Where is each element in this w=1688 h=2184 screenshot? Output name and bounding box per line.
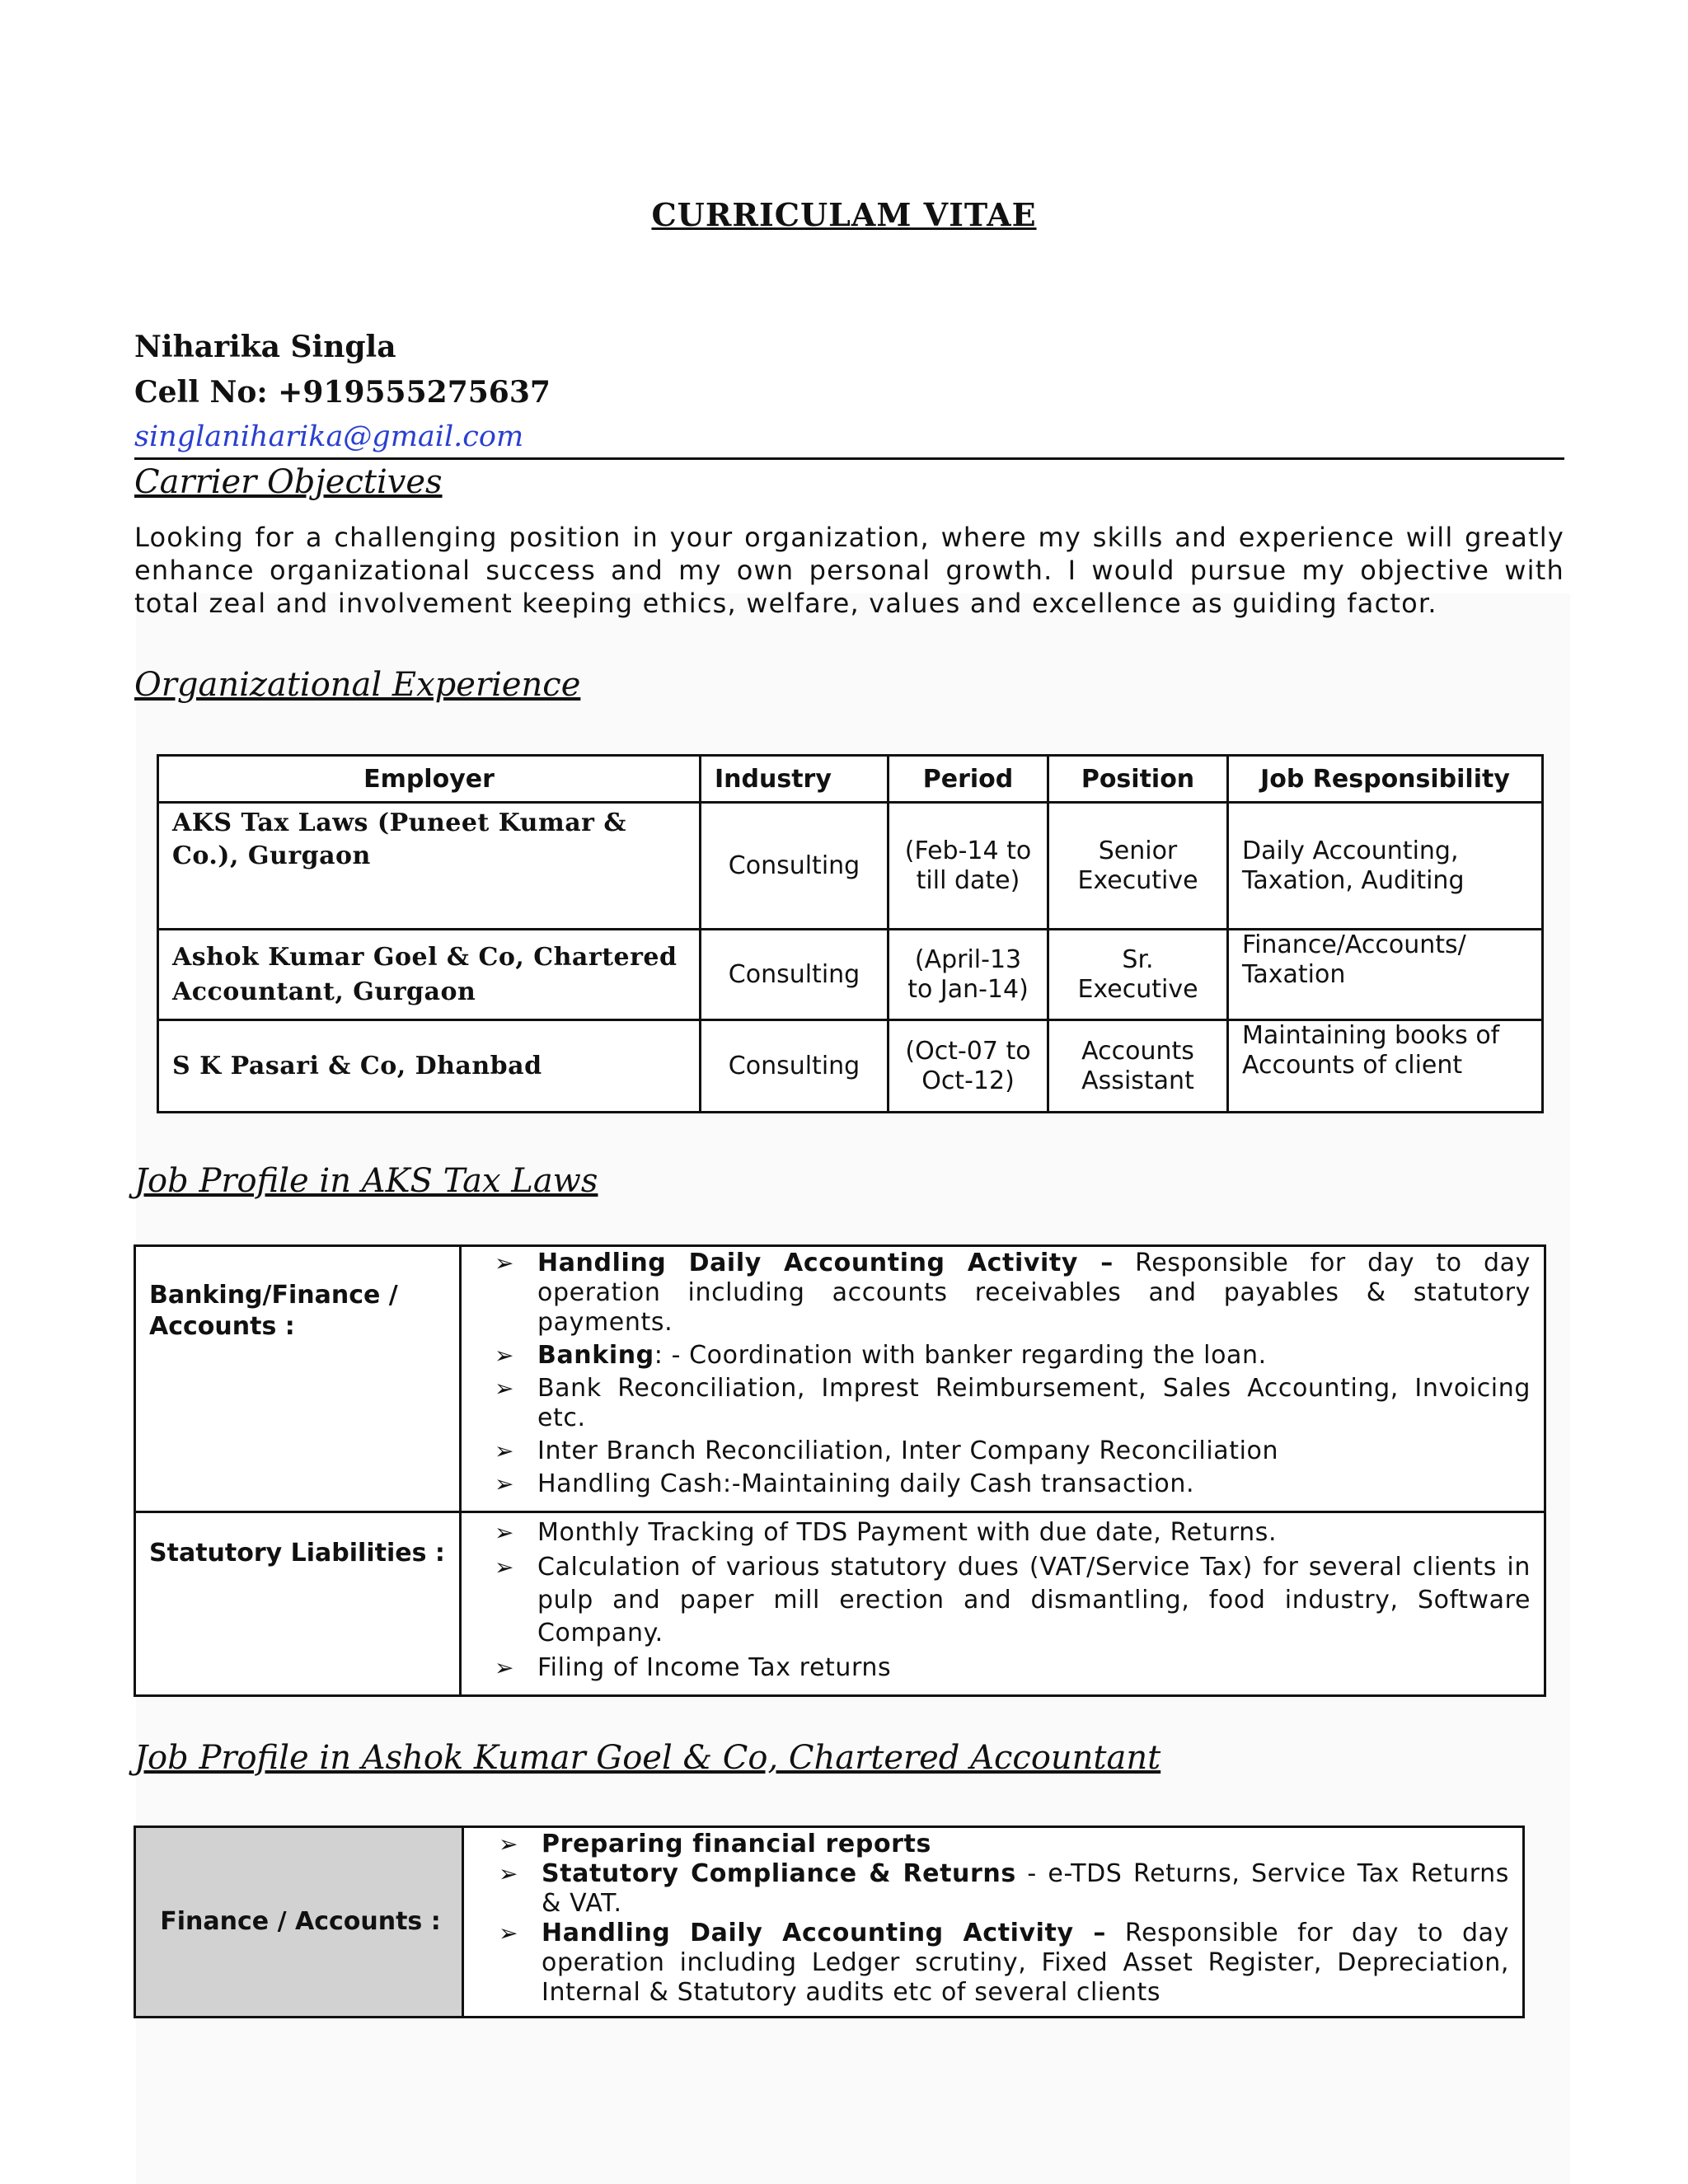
list-item (499, 1859, 1509, 1919)
banking-label: Banking/Finance / Accounts : (135, 1246, 461, 1512)
header-position: Position (1048, 756, 1228, 803)
header-industry: Industry (701, 756, 889, 803)
finance-label: Finance / Accounts : (135, 1827, 463, 2018)
item-bold-text: Preparing financial reports (542, 1830, 931, 1858)
goel-profile-table (134, 1825, 1525, 2018)
employer-cell: AKS Tax Laws (Puneet Kumar & Co.), Gurgaon (158, 803, 701, 930)
item-text: Calculation of various statutory dues (VAT/Service Tax) for several clients in pulp and paper mill erection and dismantling, food industry, Software Company. (537, 1553, 1531, 1647)
statutory-items-cell (461, 1512, 1545, 1696)
position-cell: Sr. Executive (1048, 930, 1228, 1020)
statutory-label: Statutory Liabilities : (135, 1512, 461, 1696)
item-bold-text: Handling Daily Accounting Activity – (537, 1249, 1114, 1277)
item-text: Filing of Income Tax returns (537, 1653, 892, 1682)
bullet-arrow-icon: ➢ (495, 1654, 515, 1681)
bullet-arrow-icon: ➢ (495, 1554, 515, 1581)
table-row (135, 1246, 1545, 1512)
banking-items-cell (461, 1246, 1545, 1512)
experience-heading: Organizational Experience (134, 666, 581, 704)
candidate-name: Niharika Singla (134, 330, 396, 364)
experience-header-row (158, 756, 1543, 803)
email-link[interactable]: singlaniharika@gmail.com (134, 420, 524, 453)
bullet-arrow-icon: ➢ (495, 1249, 515, 1277)
banking-list (495, 1249, 1531, 1499)
finance-items-cell (463, 1827, 1524, 2018)
list-item (499, 1919, 1509, 2008)
list-item (495, 1551, 1531, 1650)
position-cell: Senior Executive (1048, 803, 1228, 930)
statutory-list (495, 1518, 1531, 1683)
list-item (499, 1830, 1509, 1859)
industry-cell: Consulting (701, 1020, 889, 1113)
bullet-arrow-icon: ➢ (495, 1437, 515, 1465)
item-bold-text: Banking (537, 1341, 654, 1370)
item-text: Monthly Tracking of TDS Payment with due date, Returns. (537, 1518, 1278, 1547)
header-responsibility: Job Responsibility (1228, 756, 1543, 803)
responsibility-cell: Maintaining books of Accounts of client (1228, 1020, 1543, 1113)
responsibility-cell: Finance/Accounts/ Taxation (1228, 930, 1543, 1020)
item-text: - e-TDS Returns, Service Tax Returns & VAT. (542, 1859, 1509, 1918)
bullet-arrow-icon: ➢ (499, 1830, 519, 1858)
industry-cell: Consulting (701, 803, 889, 930)
bullet-arrow-icon: ➢ (495, 1470, 515, 1497)
period-cell: (Feb-14 to till date) (889, 803, 1048, 930)
list-item (495, 1653, 1531, 1683)
list-item (495, 1341, 1531, 1371)
goel-profile-heading: Job Profile in Ashok Kumar Goel & Co, Chartered Accountant (134, 1739, 1161, 1777)
position-cell: Accounts Assistant (1048, 1020, 1228, 1113)
table-row (158, 930, 1543, 1020)
objectives-heading: Carrier Objectives (134, 463, 443, 501)
header-divider (134, 457, 1564, 460)
experience-table (157, 754, 1544, 1113)
bullet-arrow-icon: ➢ (495, 1342, 515, 1369)
bullet-arrow-icon: ➢ (495, 1519, 515, 1546)
cell-number: Cell No: +919555275637 (134, 375, 551, 410)
table-row (158, 803, 1543, 930)
header-employer: Employer (158, 756, 701, 803)
list-item (495, 1518, 1531, 1548)
objectives-paragraph: Looking for a challenging position in your organization, where my skills and experience will greatly enhance organizational success and my own personal growth. I would pursue my objective with total zeal and involvement keeping ethics, welfare, values and excellence as guiding factor. (134, 522, 1564, 619)
document-title: CURRICULAM VITAE (651, 196, 1037, 233)
bullet-arrow-icon: ➢ (499, 1860, 519, 1887)
header-period: Period (889, 756, 1048, 803)
table-row (158, 1020, 1543, 1113)
item-text: Handling Cash:-Maintaining daily Cash transaction. (537, 1469, 1195, 1498)
aks-profile-table (134, 1244, 1546, 1697)
list-item (495, 1436, 1531, 1466)
period-cell: (Oct-07 to Oct-12) (889, 1020, 1048, 1113)
item-text: Inter Branch Reconciliation, Inter Company Reconciliation (537, 1436, 1279, 1465)
item-text: Responsible for day to day operation including accounts receivables and payables & statutory payments. (537, 1249, 1531, 1337)
finance-list (499, 1830, 1509, 2008)
item-bold-text: Statutory Compliance & Returns (542, 1859, 1016, 1888)
bullet-arrow-icon: ➢ (495, 1375, 515, 1402)
table-row (135, 1827, 1524, 2018)
list-item (495, 1469, 1531, 1499)
item-text: Responsible for day to day operation including Ledger scrutiny, Fixed Asset Register, Depreciation, Internal & Statutory audits etc of several clients (542, 1919, 1509, 2007)
table-row (135, 1512, 1545, 1696)
aks-profile-heading: Job Profile in AKS Tax Laws (134, 1162, 598, 1200)
list-item (495, 1249, 1531, 1338)
item-bold-text: Handling Daily Accounting Activity – (542, 1919, 1107, 1947)
bullet-arrow-icon: ➢ (499, 1919, 519, 1947)
item-text: : - Coordination with banker regarding the loan. (654, 1341, 1267, 1370)
responsibility-cell: Daily Accounting, Taxation, Auditing (1228, 803, 1543, 930)
employer-cell: Ashok Kumar Goel & Co, Chartered Accountant, Gurgaon (158, 930, 701, 1020)
list-item (495, 1374, 1531, 1433)
item-text: Bank Reconciliation, Imprest Reimbursement, Sales Accounting, Invoicing etc. (537, 1374, 1531, 1432)
period-cell: (April-13 to Jan-14) (889, 930, 1048, 1020)
industry-cell: Consulting (701, 930, 889, 1020)
employer-cell: S K Pasari & Co, Dhanbad (158, 1020, 701, 1113)
